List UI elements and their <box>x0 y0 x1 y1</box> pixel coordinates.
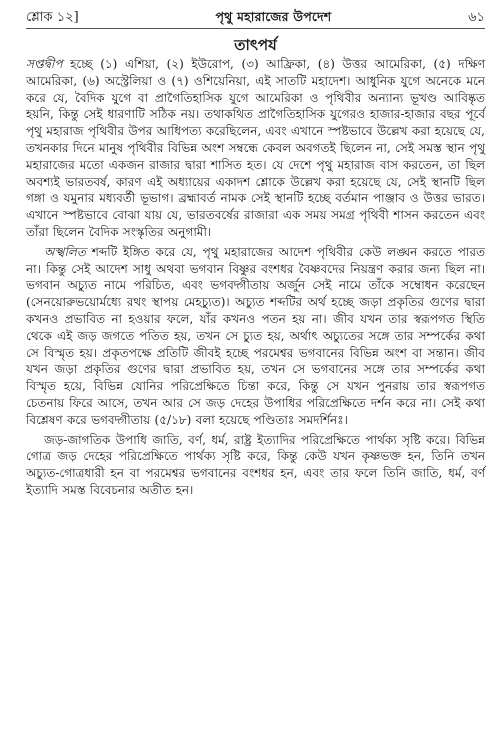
paragraph-text: শব্দটি ইঙ্গিত করে যে, পৃথু মহারাজের আদেশ পৃথিবীর কেউ লঙ্ঘন করতে পারত না। কিন্তু সেই আদেশ সাধু অথবা ভগবান বিষ্ণুর বংশধর বৈষ্ণবদের নিয়ন্ত্রণ করার জন্য ছিল না। ভগবান অচ্যুত নামে পরিচিত, এবং ভগবদ্গীতায় অর্জুন সেই নামে তাঁকে সম্বোধন করেছেন (সেনয়োরুভয়োর্মধ্যে রথং স্থাপয় মেহচ্যুত)। অচ্যুত শব্দটির অর্থ হচ্ছে জড়া প্রকৃতির গুণের দ্বারা কখনও প্রভাবিত না হওয়ার ফলে, যাঁর কখনও পতন হয় না। জীব যখন তার স্বরূপগত স্থিতি থেকে এই জড় জগতে পতিত হয়, তখন সে চ্যুত হয়, অর্থাৎ অচ্যুতের সঙ্গে তার সম্পর্কের কথা সে বিস্মৃত হয়। প্রকৃতপক্ষে প্রতিটি জীবই হচ্ছে পরমেশ্বর ভগবানের বিভিন্ন অংশ বা সন্তান। জীব যখন জড়া প্রকৃতির গুণের দ্বারা প্রভাবিত হয়, তখন সে ভগবানের সঙ্গে তার সম্পর্কের কথা বিস্মৃত হয়ে, বিভিন্ন যোনির পরিপ্রেক্ষিতে চিন্তা করে, কিন্তু সে যখন পুনরায় তার স্বরূপগত চেতনায় ফিরে আসে, তখন আর সে জড় দেহের উপাধির পরিপ্রেক্ষিতে দর্শন করে না। সেই কথা বিশ্লেষণ করে ভগবদ্গীতায় (৫/১৮) বলা হয়েছে পণ্ডিতাঃ সমদর্শিনঃ। <box>26 244 485 427</box>
header-chapter-title: পৃথু মহারাজের উপদেশ <box>215 9 332 24</box>
paragraph <box>26 56 485 241</box>
paragraph-text: হচ্ছে (১) এশিয়া, (২) ইউরোপ, (৩) আফ্রিকা, (৪) উত্তর আমেরিকা, (৫) দক্ষিণ আমেরিকা, (৬) অস্ট্রেলিয়া ও (৭) ওশিয়েনিয়া, এই সাতটি মহাদেশ। আধুনিক যুগে অনেকে মনে করে যে, বৈদিক যুগে বা প্রাগৈতিহাসিক যুগে আমেরিকা ও পৃথিবীর অন্যান্য ভূখণ্ড আবিষ্কৃত হয়নি, কিন্তু সেই ধারণাটি সঠিক নয়। তথাকথিত প্রাগৈতিহাসিক যুগেরও হাজার-হাজার বছর পূর্বে পৃথু মহারাজ পৃথিবীর উপর আধিপত্য করেছিলেন, এবং এখানে স্পষ্টভাবে উল্লেখ করা হয়েছে যে, তখনকার দিনে মানুষ পৃথিবীর বিভিন্ন অংশ সম্বন্ধে কেবল অবগতই ছিলেন না, সেই সমস্ত স্থান পৃথু মহারাজের মতো একজন রাজার দ্বারা শাসিত হত। যে দেশে পৃথু মহারাজ বাস করতেন, তা ছিল অবশ্যই ভারতবর্ষ, কারণ এই অধ্যায়ের একাদশ শ্লোকে উল্লেখ করা হয়েছে যে, সেই স্থানটি ছিল গঙ্গা ও যমুনার মধ্যবর্তী ভূভাগ। ব্রহ্মাবর্ত নামক সেই স্থানটি হচ্ছে বর্তমান পাঞ্জাব ও উত্তর ভারত। এখানে স্পষ্টভাবে বোঝা যায় যে, ভারতবর্ষের রাজারা এক সময় সমগ্র পৃথিবী শাসন করতেন এবং তাঁরা ছিলেন বৈদিক সংস্কৃতির অনুগামী। <box>26 57 485 239</box>
paragraph-lead-word: সপ্তদ্বীপ <box>26 57 63 71</box>
paragraph <box>26 432 485 499</box>
header-page-number: ৬১ <box>468 10 485 25</box>
purport-body <box>26 56 485 499</box>
header-verse-ref: শ্লোক ১২] <box>26 10 79 25</box>
paragraph-text: জড়-জাগতিক উপাধি জাতি, বর্ণ, ধর্ম, রাষ্ট্র ইত্যাদির পরিপ্রেক্ষিতে পার্থক্য সৃষ্টি করে। বিভিন্ন গোত্র জড় দেহের পরিপ্রেক্ষিতে পার্থক্য সৃষ্টি করে, কিন্তু কেউ যখন কৃষ্ণভক্ত হন, তিনি তখন অচ্যুত-গোত্রধারী হন বা পরমেশ্বর ভগবানের বংশধর হন, এবং তার ফলে তিনি জাতি, ধর্ম, বর্ণ ইত্যাদি সমস্ত বিবেচনার অতীত হন। <box>26 432 485 497</box>
section-title: তাৎপর্য <box>234 36 277 54</box>
paragraph-lead-word: অস্খলিত <box>44 244 86 259</box>
paragraph <box>26 244 485 429</box>
running-header <box>26 6 485 29</box>
